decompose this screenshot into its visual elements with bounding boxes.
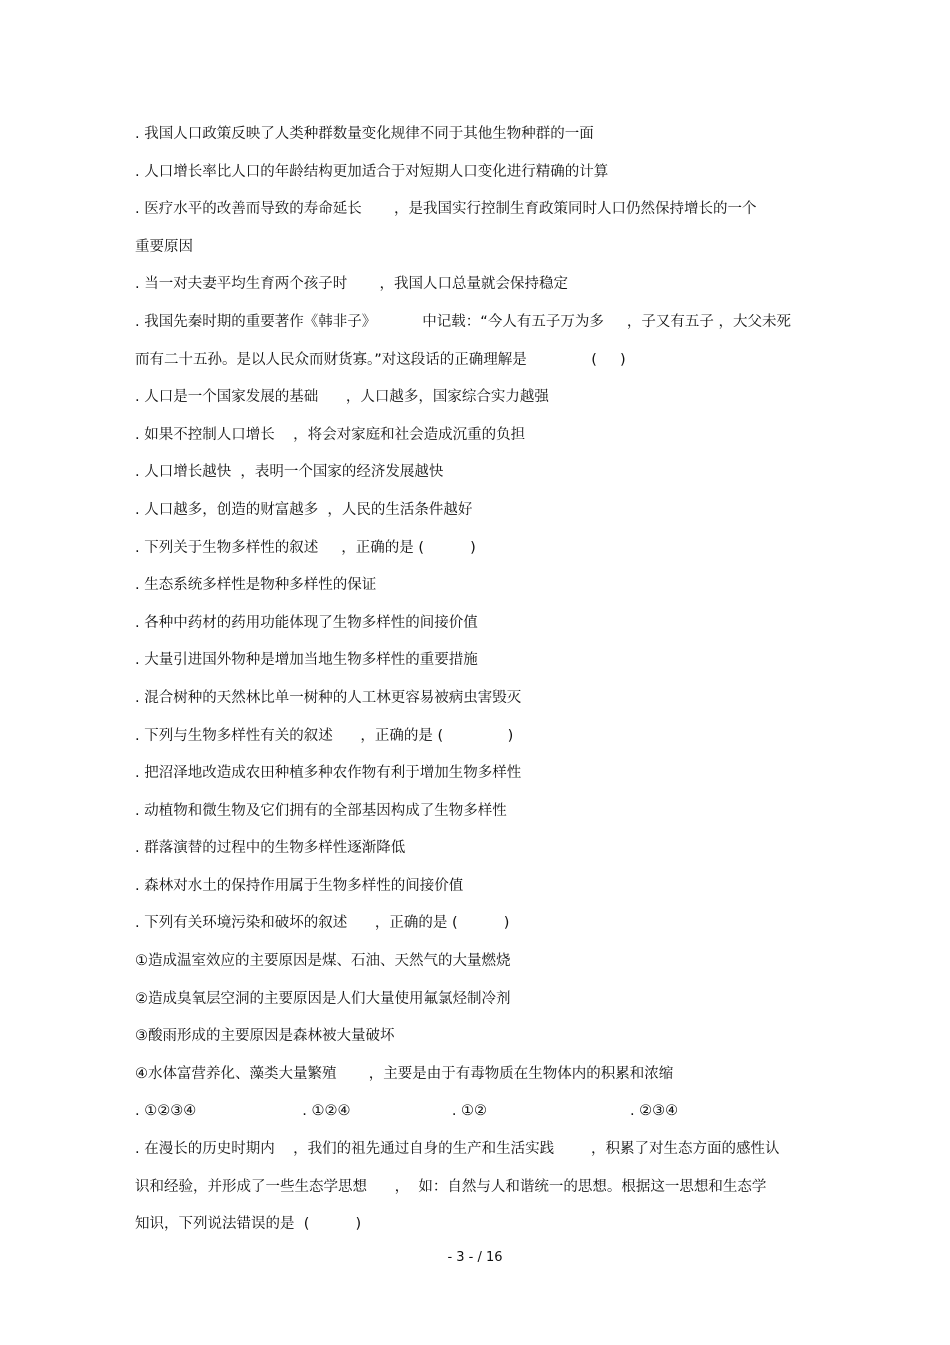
text-line: . 人口是一个国家发展的基础 ，人口越多，国家综合实力越强 — [135, 389, 549, 406]
text-line: . 在漫长的历史时期内 ，我们的祖先通过自身的生产和生活实践 ，积累了对生态方面的感性认 — [135, 1141, 780, 1158]
text-line: . 我国人口政策反映了人类种群数量变化规律不同于其他生物种群的一面 — [135, 126, 594, 142]
text-line: . 把沼泽地改造成农田种植多种农作物有利于增加生物多样性 — [135, 765, 522, 782]
text-line: . 大量引进国外物种是增加当地生物多样性的重要措施 — [135, 652, 478, 669]
text-line: . 生态系统多样性是物种多样性的保证 — [135, 577, 377, 594]
text-line: 知识，下列说法错误的是 ( ) — [135, 1216, 362, 1233]
text-line: . ①②③④ . ①②④ . ①② . ②③④ — [135, 1103, 679, 1120]
page-content — [135, 123, 815, 1251]
text-line: . 下列关于生物多样性的叙述 ，正确的是 ( ) — [135, 539, 476, 556]
text-line: . 人口越多，创造的财富越多 ，人民的生活条件越好 — [135, 501, 473, 518]
text-line: . 混合树种的天然林比单一树种的人工林更容易被病虫害毁灭 — [135, 689, 522, 706]
text-line: . 下列与生物多样性有关的叙述 ，正确的是 ( ) — [135, 727, 514, 744]
text-line: . 下列有关环境污染和破坏的叙述 ，正确的是 ( ) — [135, 915, 510, 932]
text-line: . 人口增长越快 ，表明一个国家的经济发展越快 — [135, 464, 444, 481]
text-line: . 森林对水土的保持作用属于生物多样性的间接价值 — [135, 877, 464, 894]
text-line: ②造成臭氧层空洞的主要原因是人们大量使用氟氯烃制冷剂 — [135, 990, 511, 1007]
text-line: 而有二十五孙。是以人民众而财货寡。”对这段话的正确理解是 ( ) — [135, 351, 626, 368]
text-line: . 我国先秦时期的重要著作《韩非子》 中记载：“今人有五子万为多 ，子又有五子 ，大父未死 — [135, 313, 791, 330]
text-line: . 医疗水平的改善而导致的寿命延长 ，是我国实行控制生育政策同时人口仍然保持增长的一个 — [135, 201, 757, 218]
text-line: ③酸雨形成的主要原因是森林被大量破坏 — [135, 1028, 395, 1045]
text-line: . 各种中药材的药用功能体现了生物多样性的间接价值 — [135, 614, 478, 631]
text-line: ①造成温室效应的主要原因是煤、石油、天然气的大量燃烧 — [135, 953, 511, 970]
text-line: 识和经验，并形成了一些生态学思想 ， 如：自然与人和谐统一的思想。根据这一思想和生态学 — [135, 1178, 767, 1195]
text-line: . 当一对夫妻平均生育两个孩子时 ，我国人口总量就会保持稳定 — [135, 276, 568, 293]
text-line: . 群落演替的过程中的生物多样性逐渐降低 — [135, 840, 406, 857]
text-line: . 人口增长率比人口的年龄结构更加适合于对短期人口变化进行精确的计算 — [135, 163, 609, 180]
text-line: . 动植物和微生物及它们拥有的全部基因构成了生物多样性 — [135, 802, 507, 819]
text-line: 重要原因 — [135, 238, 193, 255]
page-number: - 3 - / 16 — [447, 1250, 503, 1265]
text-line: . 如果不控制人口增长 ，将会对家庭和社会造成沉重的负担 — [135, 426, 526, 443]
text-line: ④水体富营养化、藻类大量繁殖 ，主要是由于有毒物质在生物体内的积累和浓缩 — [135, 1065, 674, 1082]
